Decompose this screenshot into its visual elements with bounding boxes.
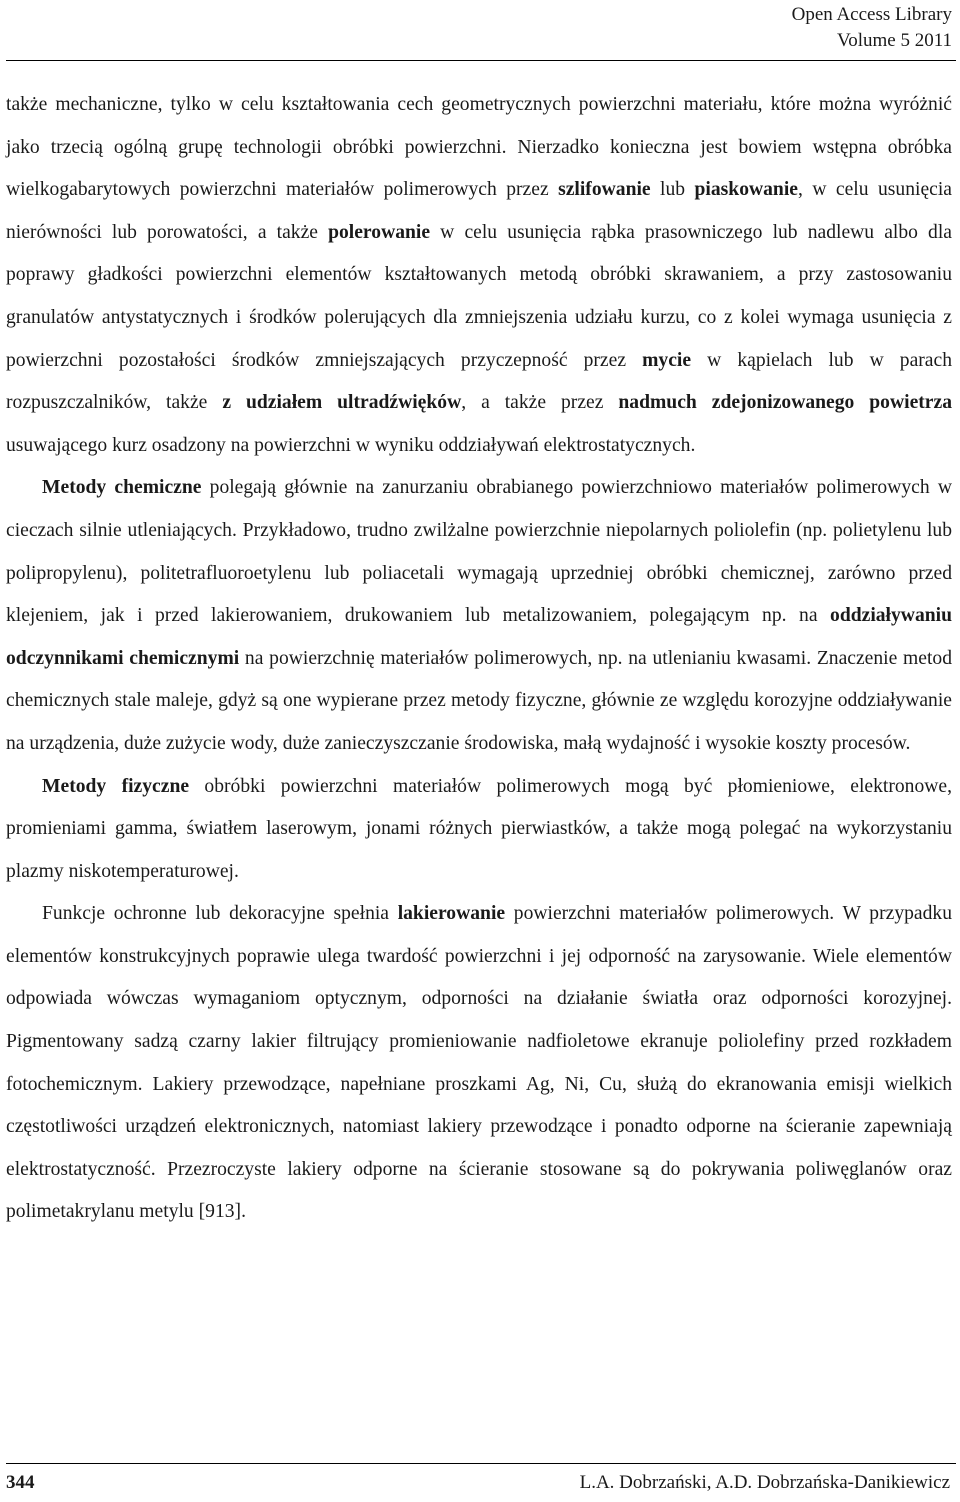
- bold-term: oddziaływaniu odczynnikami chemicznymi: [6, 605, 952, 669]
- footer-divider: [6, 1463, 956, 1464]
- text-run: , w celu usunięcia nierówności lub porowatości, a także: [6, 179, 952, 243]
- text-run: Funkcje ochronne lub dekoracyjne spełnia: [42, 903, 398, 925]
- text-run: obróbki powierzchni materiałów polimerowych mogą być płomieniowe, elektronowe, promieniami gamma, światłem laserowym, jonami różnych pierwiastków, a także mogą polegać na wykorzystaniu plazmy niskotemperaturowej.: [6, 775, 952, 882]
- paragraph: [6, 766, 952, 894]
- running-header: [792, 2, 952, 54]
- bold-term: Metody fizyczne: [42, 775, 190, 797]
- bold-term: mycie: [642, 349, 692, 371]
- text-run: polegają głównie na zanurzaniu obrabianego powierzchniowo materiałów polimerowych w cieczach silnie utleniających. Przykładowo, trudno zwilżalne powierzchnie niepolarnych poliolefin (np. polietylenu lub polipropylenu), politetrafluoroetylenu lub poliacetali wymagają uprzedniej obróbki chemicznej, zarówno przed klejeniem, jak i przed lakierowaniem, drukowaniem lub metalizowaniem, polegającym np. na: [6, 477, 952, 627]
- journal-volume: Volume 5 2011: [836, 30, 952, 51]
- paragraph: [6, 467, 952, 765]
- body-text: [6, 84, 952, 1234]
- bold-term: Metody chemiczne: [42, 477, 202, 499]
- bold-term: z udziałem ultradźwięków: [222, 392, 462, 414]
- bold-term: szlifowanie: [558, 179, 651, 201]
- text-run: na powierzchnię materiałów polimerowych, np. na utlenianiu kwasami. Znaczenie metod chemicznych stale maleje, gdyż są one wypierane przez metody fizyczne, głównie ze względu korozyjne oddziaływanie na urządzenia, duże zużycie wody, duże zanieczyszczanie środowiska, małą wydajność i wysokie koszty procesów.: [6, 647, 952, 754]
- bold-term: lakierowanie: [397, 903, 506, 925]
- text-run: usuwającego kurz osadzony na powierzchni w wyniku oddziaływań elektrostatycznych.: [6, 434, 696, 456]
- bold-term: nadmuch zdejonizowanego powietrza: [618, 392, 952, 414]
- paragraph: [6, 893, 952, 1234]
- text-run: w celu usunięcia rąbka prasowniczego lub nadlewu albo dla poprawy gładkości powierzchni elementów kształtowanych metodą obróbki skrawaniem, a przy zastosowaniu granulatów antystatycznych i środków polerujących dla zmniejszenia udziału kurzu, co z kolei wymaga usunięcia z powierzchni pozostałości środków zmniejszających przyczepność przez: [6, 221, 952, 371]
- page-number: 344: [6, 1472, 35, 1493]
- text-run: lub: [650, 179, 695, 201]
- text-run: w kąpielach lub w parach rozpuszczalników, także: [6, 349, 952, 414]
- bold-term: piaskowanie: [694, 179, 798, 201]
- footer-authors: L.A. Dobrzański, A.D. Dobrzańska-Danikiewicz: [579, 1472, 950, 1493]
- text-run: , a także przez: [461, 392, 619, 414]
- paragraph: [6, 84, 952, 467]
- journal-title: Open Access Library: [791, 4, 952, 25]
- text-run: także mechaniczne, tylko w celu kształtowania cech geometrycznych powierzchni materiału, które można wyróżnić jako trzecią ogólną grupę technologii obróbki powierzchni. Nierzadko konieczna jest bowiem wstępna obróbka wielkogabarytowych powierzchni materiałów polimerowych przez: [6, 94, 952, 201]
- text-run: powierzchni materiałów polimerowych. W przypadku elementów konstrukcyjnych poprawie ulega twardość powierzchni i jej odporność na zarysowanie. Wiele elementów odpowiada wówczas wymaganiom optycznym, odporności na działanie światła oraz odporności korozyjnej. Pigmentowany sadzą czarny lakier filtrujący promieniowanie nadfioletowe ekranuje poliolefiny przed rozkładem fotochemicznym. Lakiery przewodzące, napełniane proszkami Ag, Ni, Cu, służą do ekranowania emisji wielkich częstotliwości urządzeń elektronicznych, natomiast lakiery przewodzące i ponadto odporne na ścieranie zapewniają elektrostatyczność. Przezroczyste lakiery odporne na ścieranie stosowane są do pokrywania poliwęglanów oraz polimetakrylanu metylu [913].: [6, 903, 953, 1223]
- header-divider: [6, 60, 956, 61]
- bold-term: polerowanie: [328, 221, 431, 243]
